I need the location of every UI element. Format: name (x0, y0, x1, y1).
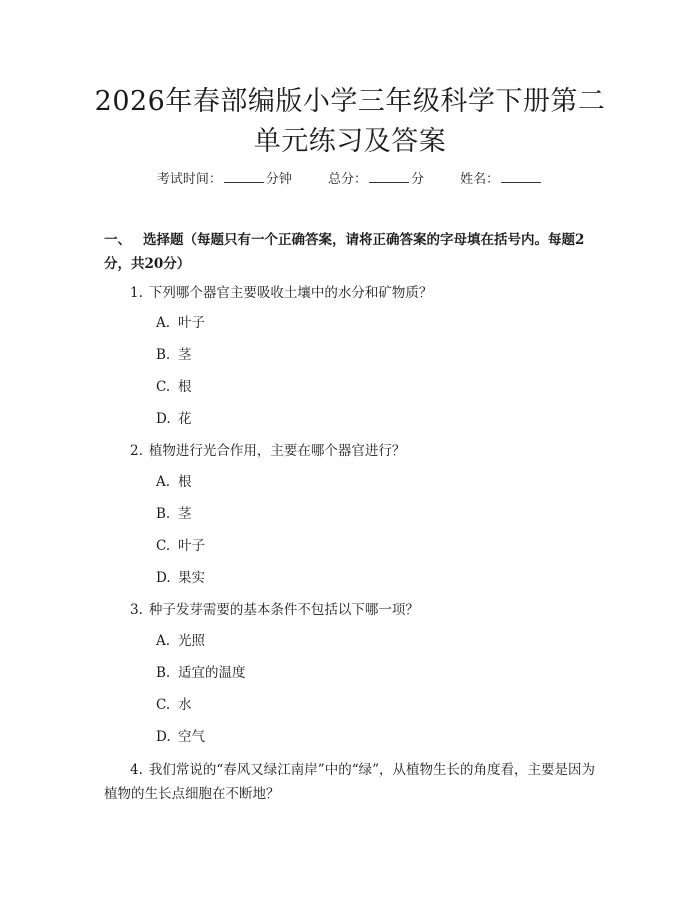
option-text: 根 (178, 474, 192, 490)
option (156, 727, 205, 747)
question-4 (104, 758, 600, 806)
option-text: 叶子 (178, 538, 205, 554)
question-text: 植物进行光合作用，主要在哪个器官进行？ (148, 443, 406, 459)
question-number: 2. (130, 443, 143, 459)
exam-time-label: 考试时间： (156, 172, 222, 187)
exam-time-unit: 分钟 (265, 172, 292, 187)
exam-time (157, 168, 292, 187)
option-text: 叶子 (178, 315, 205, 331)
option-text: 水 (178, 697, 192, 713)
option-letter: C. (156, 538, 171, 554)
option (156, 377, 192, 397)
option-letter: B. (156, 347, 171, 363)
question-text: 种子发芽需要的基本条件不包括以下哪一项？ (148, 602, 419, 618)
option-letter: D. (156, 570, 171, 586)
option (156, 631, 205, 651)
option-letter: B. (156, 506, 171, 522)
page-title: 2026年春部编版小学三年级科学下册第二单元练习及答案 (94, 86, 606, 157)
option (156, 472, 192, 492)
option (156, 663, 246, 683)
question-text: 我们常说的“春风又绿江南岸”中的“绿”，从植物生长的角度看，主要是因为植物的生长点细胞在不断地？ (104, 762, 595, 802)
option-letter: C. (156, 697, 171, 713)
total-score-label: 总分： (327, 172, 367, 187)
option-letter: D. (156, 411, 171, 427)
option (156, 313, 205, 333)
total-score-blank (369, 170, 409, 183)
option-letter: A. (156, 474, 171, 490)
question-number: 1. (130, 285, 143, 301)
option-text: 茎 (178, 506, 192, 522)
total-score (328, 168, 424, 187)
option-letter: C. (156, 379, 171, 395)
option-text: 适宜的温度 (178, 665, 246, 681)
option-letter: A. (156, 633, 171, 649)
student-name-blank (501, 170, 541, 183)
question-3 (130, 598, 419, 622)
option-text: 花 (178, 411, 192, 427)
student-name-label: 姓名： (460, 172, 500, 187)
option (156, 536, 205, 556)
question-number: 4. (130, 762, 143, 778)
exam-time-blank (224, 170, 264, 183)
option (156, 568, 205, 588)
exam-meta (0, 168, 700, 187)
question-text: 下列哪个器官主要吸收土壤中的水分和矿物质？ (148, 285, 433, 301)
option-text: 茎 (178, 347, 192, 363)
section-number: 一、 (104, 232, 131, 248)
option (156, 409, 192, 429)
student-name (460, 168, 543, 187)
option-letter: A. (156, 315, 171, 331)
option (156, 345, 192, 365)
section-heading (104, 228, 600, 276)
option-text: 空气 (178, 729, 205, 745)
question-2 (130, 439, 405, 463)
option-letter: D. (156, 729, 171, 745)
total-score-unit: 分 (411, 172, 425, 187)
option-text: 果实 (178, 570, 205, 586)
question-1 (130, 281, 432, 305)
option (156, 695, 192, 715)
option-letter: B. (156, 665, 171, 681)
option (156, 504, 192, 524)
option-text: 根 (178, 379, 192, 395)
section-text: 选择题（每题只有一个正确答案，请将正确答案的字母填在括号内。每题2分，共20分） (104, 232, 585, 272)
option-text: 光照 (178, 633, 205, 649)
question-number: 3. (130, 602, 143, 618)
